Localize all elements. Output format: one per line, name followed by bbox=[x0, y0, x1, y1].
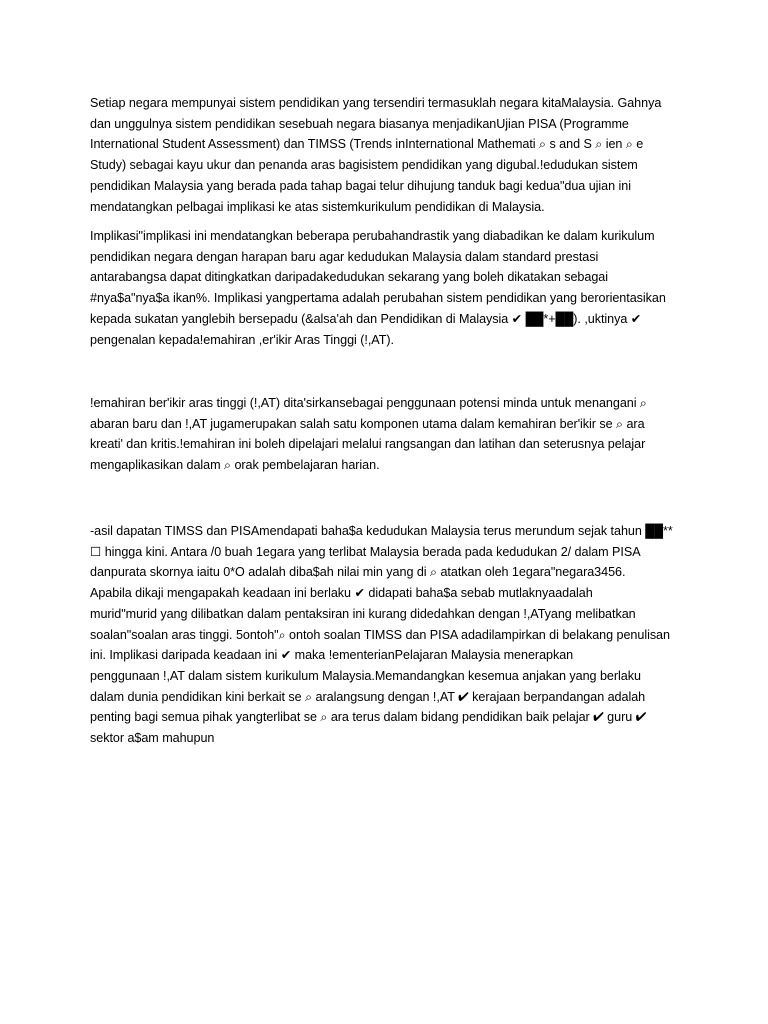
paragraph-3: !emahiran ber'ikir aras tinggi (!,AT) dita'sirkansebagai penggunaan potensi minda untuk menangani ⌕ abaran baru dan !,AT jugamerupakan salah satu komponen utama dalam kemahiran ber'ikir se ⌕ ara kreati' dan kritis.!emahiran ini boleh dipelajari melalui rangsangan dan latihan dan seterusnya pelajar mengaplikasikan dalam ⌕ orak pembelajaran harian. bbox=[90, 396, 647, 473]
paragraph-4: -asil dapatan TIMSS dan PISAmendapati baha$a kedudukan Malaysia terus merundum sejak tahun ██** ☐ hingga kini. Antara /0 buah 1egara yang terlibat Malaysia berada pada kedudukan 2/ dalam PISA danpurata skornya iaitu 0*O adalah diba$ah nilai min yang di ⌕ atatkan oleh 1egara"negara3456. Apabila dikaji mengapakah keadaan ini berlaku ✔ didapati baha$a sebab mutlaknyaadalah murid"murid yang dilibatkan dalam pentaksiran ini kurang didedahkan dengan !,ATyang melibatkan soalan"soalan aras tinggi. 5ontoh"⌕ ontoh soalan TIMSS dan PISA adadilampirkan di belakang penulisan ini. Implikasi daripada keadaan ini ✔ maka !ementerianPelajaran Malaysia menerapkan penggunaan !,AT dalam sistem kurikulum Malaysia.Memandangkan kesemua anjakan yang berlaku dalam dunia pendidikan kini berkait se ⌕ aralangsung dengan !,AT ✔ kerajaan berpandangan adalah penting bagi semua pihak yangterlibat se ⌕ ara terus dalam bidang pendidikan baik pelajar ✔ guru ✔ sektor a$am mahupun bbox=[90, 524, 673, 746]
paragraph-2: Implikasi"implikasi ini mendatangkan beberapa perubahandrastik yang diabadikan ke dalam kurikulum pendidikan negara dengan harapan baru agar kedudukan Malaysia dalam standard prestasi antarabangsa dapat ditingkatkan daripadakedudukan sekarang yang boleh dikatakan sebagai #nya$a"nya$a ikan%. Implikasi yangpertama adalah perubahan sistem pendidikan yang berorientasikan kepada sukatan yanglebih bersepadu (&alsa'ah dan Pendidikan di Malaysia ✔ ██*+██). ,uktinya ✔ pengenalan kepada!emahiran ,er'ikir Aras Tinggi (!,AT). bbox=[90, 229, 666, 347]
paragraph-1: Setiap negara mempunyai sistem pendidikan yang tersendiri termasuklah negara kitaMalaysia. Gahnya dan unggulnya sistem pendidikan sesebuah negara biasanya menjadikanUjian PISA (Programme International Student Assessment) dan TIMSS (Trends inInternational Mathemati ⌕ s and S ⌕ ien ⌕ e Study) sebagai kayu ukur dan penanda aras bagisistem pendidikan yang digubal.!edudukan sistem pendidikan Malaysia yang berada pada tahap bagai telur dihujung tanduk bagi kedua"dua ujian ini mendatangkan pelbagai implikasi ke atas sistemkurikulum pendidikan di Malaysia. bbox=[90, 96, 662, 214]
